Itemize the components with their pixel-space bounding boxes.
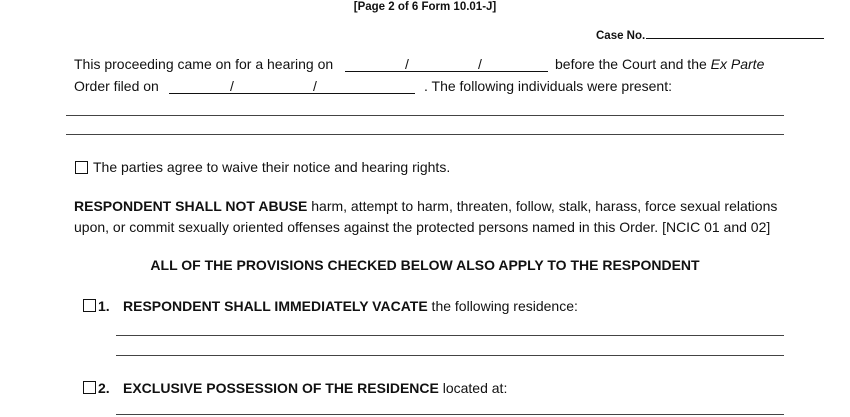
possession-address-line[interactable]	[116, 414, 784, 415]
hearing-court-text	[555, 56, 764, 72]
present-individuals-line[interactable]	[66, 115, 784, 116]
case-number	[596, 27, 824, 42]
hearing-court-text-plain: before the Court and the	[555, 56, 711, 72]
date-separator: /	[313, 78, 317, 94]
vacate-address-line[interactable]	[116, 355, 784, 356]
waive-rights-label: The parties agree to waive their notice and hearing rights.	[93, 159, 451, 175]
date-separator: /	[478, 56, 482, 72]
item-1-heading: RESPONDENT SHALL IMMEDIATELY VACATE	[123, 298, 428, 314]
item-2-text	[123, 380, 507, 396]
exclusive-possession-checkbox[interactable]	[83, 381, 96, 394]
case-number-field[interactable]	[646, 27, 824, 39]
case-number-label: Case No.	[596, 30, 646, 42]
abuse-heading: RESPONDENT SHALL NOT ABUSE	[74, 198, 308, 214]
vacate-residence-checkbox[interactable]	[83, 299, 96, 312]
abuse-line-2: upon, or commit sexually oriented offenses against the protected persons named in this Order. [NCIC 01 and 02]	[74, 219, 771, 235]
item-1-number: 1.	[98, 298, 110, 314]
item-2-number: 2.	[98, 380, 110, 396]
hearing-date-field[interactable]	[345, 71, 548, 72]
order-filed-date-field[interactable]	[169, 93, 415, 94]
order-filed-label: Order filed on	[74, 78, 159, 94]
provisions-heading: ALL OF THE PROVISIONS CHECKED BELOW ALSO APPLY TO THE RESPONDENT	[150, 257, 700, 273]
date-separator: /	[230, 78, 234, 94]
vacate-address-line[interactable]	[116, 335, 784, 336]
item-2-heading: EXCLUSIVE POSSESSION OF THE RESIDENCE	[123, 380, 439, 396]
abuse-line-1-text: harm, attempt to harm, threaten, follow, stalk, harass, force sexual relations	[307, 198, 778, 214]
hearing-intro-text: This proceeding came on for a hearing on	[74, 56, 334, 72]
item-2-rest: located at:	[438, 380, 508, 396]
date-separator: /	[405, 56, 409, 72]
present-individuals-line[interactable]	[66, 134, 784, 135]
abuse-line-1	[74, 198, 777, 214]
item-1-text	[123, 298, 578, 314]
present-text: . The following individuals were present:	[424, 78, 672, 94]
ex-parte-term: Ex Parte	[710, 56, 765, 72]
item-1-rest: the following residence:	[427, 298, 578, 314]
page-header: [Page 2 of 6 Form 10.01-J]	[353, 1, 497, 13]
waive-rights-checkbox[interactable]	[75, 161, 88, 174]
